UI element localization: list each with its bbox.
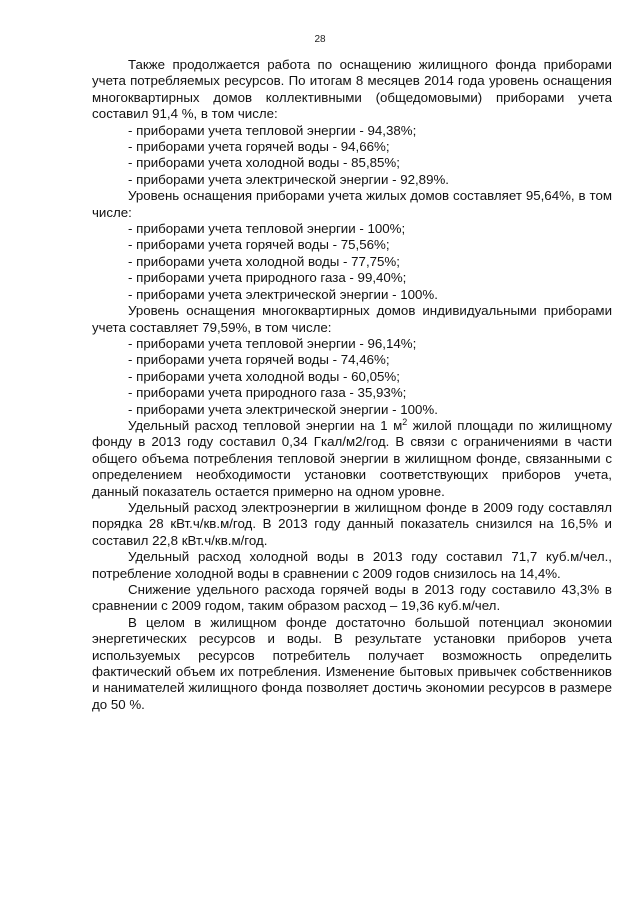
list-item: - приборами учета горячей воды - 94,66%;	[128, 139, 390, 155]
list-item: - приборами учета тепловой энергии - 94,38%;	[128, 122, 417, 138]
list-item: - приборами учета природного газа - 35,93%;	[128, 385, 407, 401]
paragraph-savings-potential: В целом в жилищном фонде достаточно большой потенциал экономии энергетических ресурсов и воды. В результате установки приборов учета используемых ресурсов потребитель получает возможность определить фактический объем их потребления. Изменение бытовых привычек собственников и нанимателей жилищного фонда позволяет достичь экономии ресурсов в размере до 50 %.	[92, 614, 612, 712]
page-number: 28	[314, 34, 326, 45]
paragraph-equipment-mkd: Также продолжается работа по оснащению жилищного фонда приборами учета потребляемых ресурсов. По итогам 8 месяцев 2014 года уровень оснащения многоквартирных домов коллективными (общедомовыми) приборами учета составил 91,4 %, в том числе:	[92, 57, 612, 122]
paragraph-text-before: Удельный расход тепловой энергии на 1 м	[128, 417, 403, 433]
paragraph-hot-water-consumption: Снижение удельного расхода горячей воды в 2013 году составило 43,3% в сравнении с 2009 годом, таким образом расход – 19,36 куб.м/чел.	[92, 582, 612, 614]
list-item: - приборами учета горячей воды - 75,56%;	[128, 237, 390, 253]
list-item: - приборами учета холодной воды - 60,05%;	[128, 368, 400, 384]
list-item: - приборами учета холодной воды - 85,85%;	[128, 155, 400, 171]
paragraph-cold-water-consumption: Удельный расход холодной воды в 2013 году составил 71,7 куб.м/чел., потребление холодной воды в сравнении с 2009 годов снизилось на 14,4%.	[92, 549, 612, 581]
list-item: - приборами учета горячей воды - 74,46%;	[128, 352, 390, 368]
list-item: - приборами учета природного газа - 99,40%;	[128, 270, 407, 286]
paragraph-electricity-consumption: Удельный расход электроэнергии в жилищном фонде в 2009 году составлял порядка 28 кВт.ч/кв.м/год. В 2013 году данный показатель снизился на 16,5% и составил 22,8 кВт.ч/кв.м/год.	[92, 499, 612, 548]
list-item: - приборами учета тепловой энергии - 96,14%;	[128, 335, 417, 351]
document-body	[92, 57, 612, 713]
paragraph-text-after: жилой площади по жилищному фонду в 2013 году составил 0,34 Гкал/м2/год. В связи с ограничениями в части общего объема потребления тепловой энергии в жилищном фонде, связанными с определением необходимости установки соответствующих приборов учета, данный показатель остается примерно на одном уровне.	[92, 417, 613, 499]
list-item: - приборами учета тепловой энергии - 100%;	[128, 221, 406, 237]
list-item: - приборами учета электрической энергии - 100%.	[128, 286, 438, 302]
paragraph-heat-consumption	[92, 418, 612, 500]
list-item: - приборами учета электрической энергии - 100%.	[128, 401, 438, 417]
superscript-exponent: 2	[402, 416, 408, 427]
paragraph-equipment-individual: Уровень оснащения многоквартирных домов индивидуальными приборами учета составляет 79,59%, в том числе:	[92, 303, 612, 335]
paragraph-equipment-houses: Уровень оснащения приборами учета жилых домов составляет 95,64%, в том числе:	[92, 188, 612, 220]
list-item: - приборами учета электрической энергии - 92,89%.	[128, 171, 449, 187]
list-item: - приборами учета холодной воды - 77,75%;	[128, 253, 400, 269]
